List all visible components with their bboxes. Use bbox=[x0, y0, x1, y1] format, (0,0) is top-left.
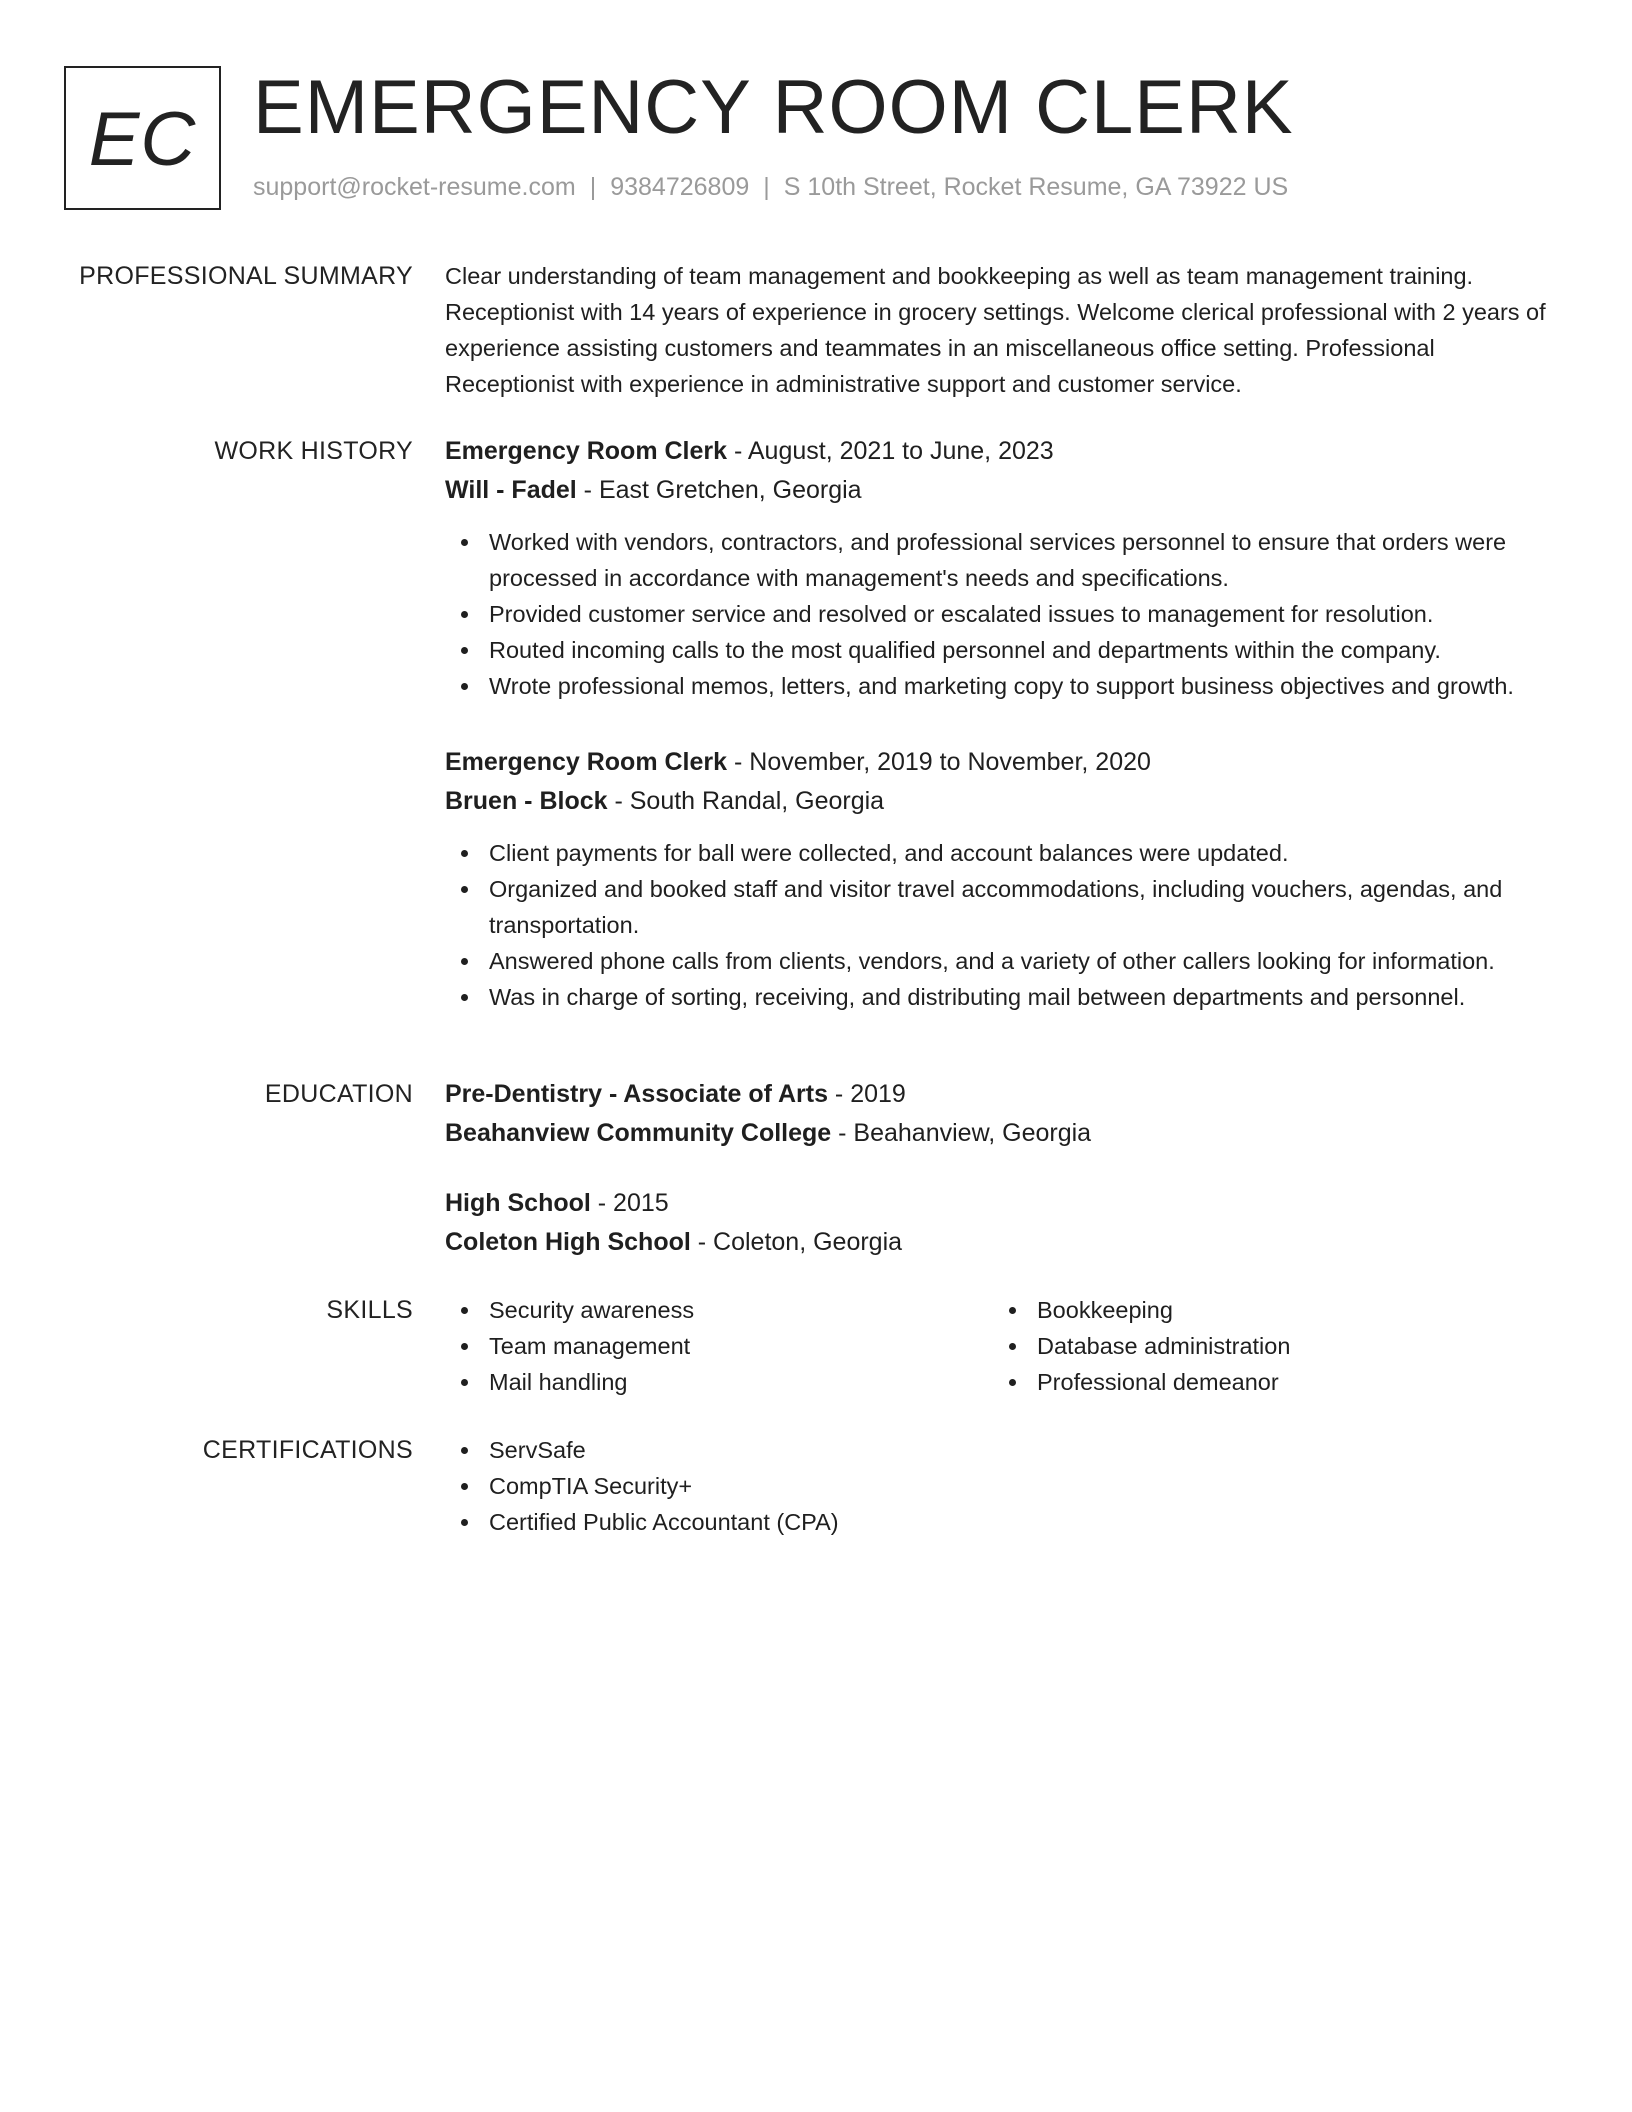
education-degree-line bbox=[445, 1076, 1565, 1112]
job-bullets bbox=[445, 524, 1565, 704]
education-school-line bbox=[445, 1224, 1565, 1260]
job-dates: - November, 2019 to November, 2020 bbox=[727, 748, 1151, 776]
list-item: CompTIA Security+ bbox=[445, 1468, 1565, 1504]
section-certifications bbox=[0, 1432, 1632, 1535]
education-year: - 2019 bbox=[827, 1080, 906, 1108]
skills-grid bbox=[445, 1292, 1565, 1400]
list-item: Worked with vendors, contractors, and professional services personnel to ensure that orders were processed in accordance with management's needs and specifications. bbox=[445, 524, 1565, 596]
section-skills bbox=[0, 1292, 1632, 1395]
skills-list-right bbox=[993, 1292, 1541, 1400]
education-location: - Beahanview, Georgia bbox=[831, 1119, 1092, 1147]
list-item: Professional demeanor bbox=[993, 1364, 1541, 1400]
contact-line bbox=[253, 173, 1294, 202]
candidate-name: EMERGENCY ROOM CLERK bbox=[253, 65, 1294, 150]
list-item: Answered phone calls from clients, vendors, and a variety of other callers looking for information. bbox=[445, 943, 1565, 979]
job-location: - South Randal, Georgia bbox=[607, 787, 885, 815]
skills-column-left bbox=[445, 1292, 993, 1400]
certifications-body bbox=[445, 1432, 1565, 1540]
section-label-summary: PROFESSIONAL SUMMARY bbox=[79, 262, 413, 290]
job-title-line bbox=[445, 744, 1565, 780]
job-company-line bbox=[445, 783, 1565, 819]
list-item: Client payments for ball were collected, and account balances were updated. bbox=[445, 835, 1565, 871]
contact-phone[interactable]: 9384726809 bbox=[610, 173, 750, 202]
section-label-skills: SKILLS bbox=[326, 1296, 413, 1324]
education-degree: High School bbox=[445, 1189, 591, 1217]
skills-list-left bbox=[445, 1292, 993, 1400]
list-item: Provided customer service and resolved or escalated issues to management for resolution. bbox=[445, 596, 1565, 632]
job-company: Bruen - Block bbox=[445, 787, 608, 815]
job-title-line bbox=[445, 433, 1565, 469]
skills-body bbox=[445, 1292, 1565, 1400]
job-dates: - August, 2021 to June, 2023 bbox=[727, 437, 1054, 465]
contact-separator: | bbox=[589, 173, 597, 202]
header-text bbox=[253, 62, 1294, 202]
certifications-list bbox=[445, 1432, 1565, 1540]
monogram-badge: EC bbox=[64, 66, 221, 210]
education-year: - 2015 bbox=[590, 1189, 669, 1217]
contact-separator: | bbox=[763, 173, 770, 202]
education-location: - Coleton, Georgia bbox=[690, 1228, 903, 1256]
job-company-line bbox=[445, 472, 1565, 508]
list-item: Wrote professional memos, letters, and marketing copy to support business objectives and growth. bbox=[445, 668, 1565, 704]
section-label-certifications: CERTIFICATIONS bbox=[202, 1436, 413, 1464]
list-item: Team management bbox=[445, 1328, 993, 1364]
section-summary bbox=[0, 258, 1632, 397]
section-label-work-history: WORK HISTORY bbox=[214, 437, 413, 465]
job-bullets bbox=[445, 835, 1565, 1015]
job-title: Emergency Room Clerk bbox=[445, 437, 728, 465]
contact-email[interactable]: support@rocket-resume.com bbox=[253, 173, 576, 202]
list-item: Routed incoming calls to the most qualified personnel and departments within the company. bbox=[445, 632, 1565, 668]
list-item: Bookkeeping bbox=[993, 1292, 1541, 1328]
list-item: Mail handling bbox=[445, 1364, 993, 1400]
summary-text: Clear understanding of team management and bookkeeping as well as team management training. Receptionist with 14 years of experience in grocery settings. Welcome clerical professional with 2 years of experience assisting customers and teammates in an miscellaneous office setting. Professional Receptionist with experience in administrative support and customer service. bbox=[445, 263, 1546, 397]
work-history-body bbox=[445, 433, 1565, 1015]
job-entry bbox=[445, 433, 1565, 704]
education-school: Coleton High School bbox=[445, 1228, 691, 1256]
list-item: Was in charge of sorting, receiving, and distributing mail between departments and personnel. bbox=[445, 979, 1565, 1015]
contact-address: S 10th Street, Rocket Resume, GA 73922 US bbox=[783, 173, 1289, 202]
section-education bbox=[0, 1076, 1632, 1256]
job-entry bbox=[445, 744, 1565, 1015]
job-company: Will - Fadel bbox=[445, 476, 577, 504]
education-body bbox=[445, 1076, 1565, 1260]
list-item: Database administration bbox=[993, 1328, 1541, 1364]
skills-column-right bbox=[993, 1292, 1541, 1400]
resume-header bbox=[64, 66, 1294, 210]
job-location: - East Gretchen, Georgia bbox=[576, 476, 862, 504]
education-entry bbox=[445, 1076, 1565, 1151]
section-label-education: EDUCATION bbox=[264, 1080, 413, 1108]
education-entry bbox=[445, 1185, 1565, 1260]
list-item: Security awareness bbox=[445, 1292, 993, 1328]
list-item: Organized and booked staff and visitor travel accommodations, including vouchers, agendas, and transportation. bbox=[445, 871, 1565, 943]
education-degree: Pre-Dentistry - Associate of Arts bbox=[445, 1080, 828, 1108]
summary-body bbox=[445, 258, 1565, 402]
job-title: Emergency Room Clerk bbox=[445, 748, 728, 776]
section-work-history bbox=[0, 433, 1632, 1010]
education-school: Beahanview Community College bbox=[445, 1119, 832, 1147]
list-item: ServSafe bbox=[445, 1432, 1565, 1468]
list-item: Certified Public Accountant (CPA) bbox=[445, 1504, 1565, 1540]
education-school-line bbox=[445, 1115, 1565, 1151]
education-degree-line bbox=[445, 1185, 1565, 1221]
